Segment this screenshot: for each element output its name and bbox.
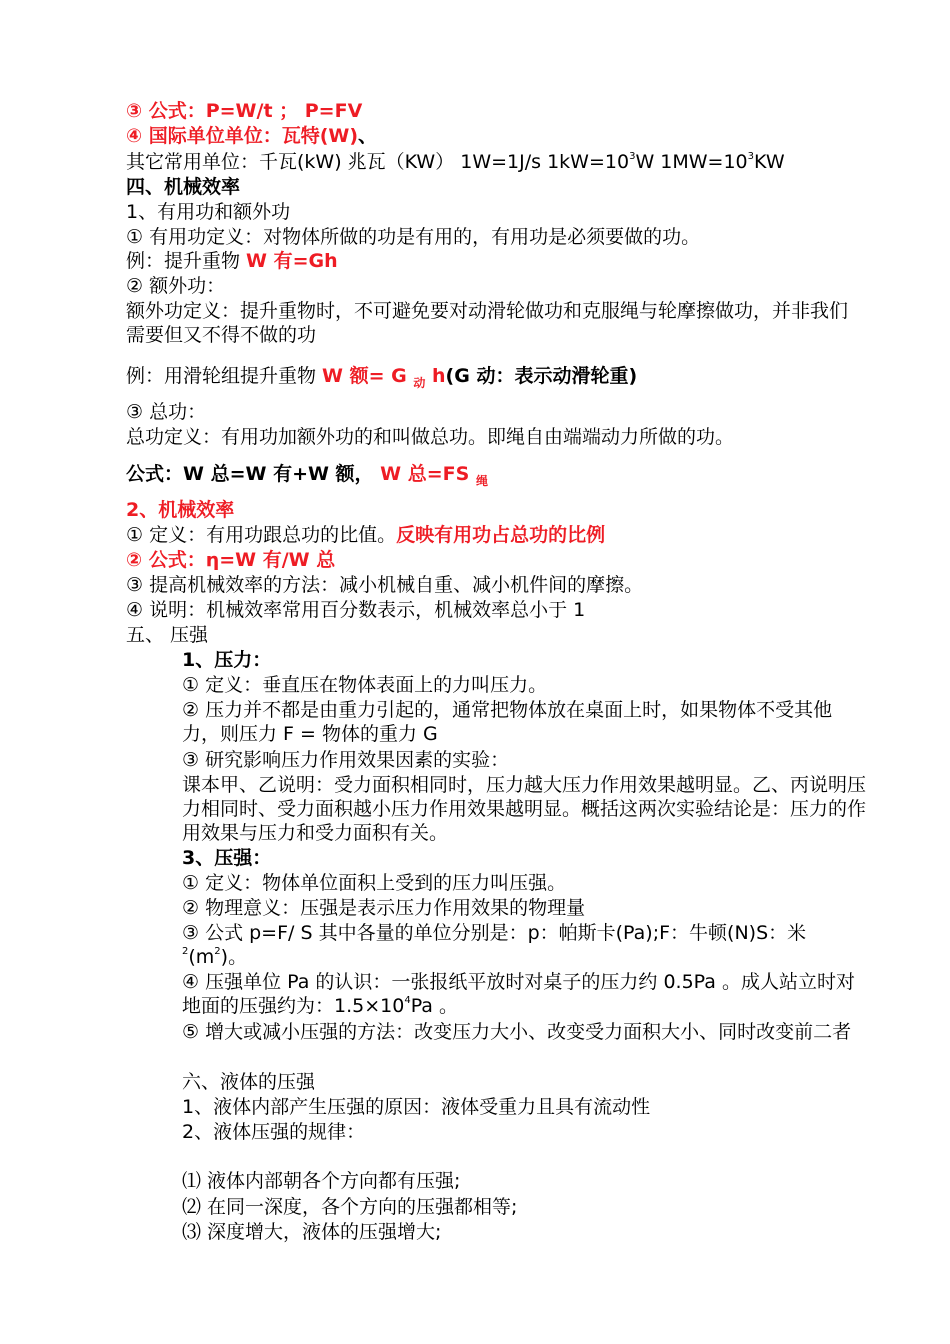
extra-work-definition: 额外功定义：提升重物时，不可避免要对动滑轮做功和克服绳与轮摩擦做功，并非我们需要但又不得不做的功 xyxy=(126,300,849,346)
efficiency-note: ④ 说明：机械效率常用百分数表示，机械效率总小于 1 xyxy=(126,599,586,621)
power-si-unit-line: ④ 国际单位单位：瓦特(W)、 xyxy=(126,125,378,147)
efficiency-formula: ② 公式：η=W 有/W 总 xyxy=(126,549,336,571)
pressure-experiment-heading: ③ 研究影响压力作用效果因素的实验： xyxy=(182,749,510,771)
extra-work-example: 例：用滑轮组提升重物 W 额= G $_动$ h(G 动：表示动滑轮重) xyxy=(126,365,638,390)
liquid-pressure-rule-1: ⑴ 液体内部朝各个方向都有压强; xyxy=(182,1170,461,1192)
subheading-pressure: 3、压强： xyxy=(182,847,272,869)
power-other-units-line: 其它常用单位：千瓦(kW) 兆瓦（KW） 1W=1J/s $1kW=10^3W$ $1MW=10^3KW$ xyxy=(126,150,785,173)
pressure-force-definition: ① 定义：垂直压在物体表面上的力叫压力。 xyxy=(182,674,548,696)
liquid-pressure-rule-3: ⑶ 深度增大，液体的压强增大; xyxy=(182,1221,442,1243)
pressure-force-note: ② 压力并不都是由重力引起的，通常把物体放在桌面上时，如果物体不受其他力，则压力 F = 物体的重力 G xyxy=(182,699,833,745)
section-heading-liquid-pressure: 六、液体的压强 xyxy=(182,1071,316,1093)
section-heading-pressure: 五、 压强 xyxy=(126,624,209,646)
efficiency-improvement: ③ 提高机械效率的方法：减小机械自重、减小机件间的摩擦。 xyxy=(126,574,644,596)
total-work-definition: 总功定义：有用功加额外功的和叫做总功。即绳自由端端动力所做的功。 xyxy=(126,426,735,448)
liquid-pressure-cause: 1、液体内部产生压强的原因：液体受重力且具有流动性 xyxy=(182,1096,651,1118)
extra-work-heading: ② 额外功： xyxy=(126,275,226,297)
pressure-change-methods: ⑤ 增大或减小压强的方法：改变压力大小、改变受力面积大小、同时改变前二者 xyxy=(182,1021,852,1043)
liquid-pressure-rules-heading: 2、液体压强的规律： xyxy=(182,1121,366,1143)
pressure-unit-intuition: ④ 压强单位 Pa 的认识：一张报纸平放时对桌子的压力约 0.5Pa 。成人站立时对地面的压强约为：$1.5\times 10^4Pa$ 。 xyxy=(182,971,855,1017)
pressure-experiment-text: 课本甲、乙说明：受力面积相同时，压力越大压力作用效果越明显。乙、丙说明压力相同时、受力面积越小压力作用效果越明显。概括这两次实验结论是：压力的作用效果与压力和受力面积有关。 xyxy=(182,774,867,844)
subheading-useful-extra-work: 1、有用功和额外功 xyxy=(126,201,291,223)
total-work-heading: ③ 总功： xyxy=(126,401,207,423)
pressure-formula: ③ 公式 p=F/ S 其中各量的单位分别是：p：帕斯卡(Pa);F：牛顿(N)S：米$^2(m^2)$。 xyxy=(182,922,807,968)
pressure-definition: ① 定义：物体单位面积上受到的压力叫压强。 xyxy=(182,872,567,894)
useful-work-definition: ① 有用功定义：对物体所做的功是有用的，有用功是必须要做的功。 xyxy=(126,226,701,248)
liquid-pressure-rule-2: ⑵ 在同一深度，各个方向的压强都相等; xyxy=(182,1196,518,1218)
useful-work-example: 例：提升重物 W 有=Gh xyxy=(126,250,338,272)
power-formula-line: ③ 公式：P=W/t ； P=FV xyxy=(126,100,363,122)
efficiency-definition: ① 定义：有用功跟总功的比值。反映有用功占总功的比例 xyxy=(126,524,606,546)
section-heading-mechanical-efficiency: 四、机械效率 xyxy=(126,176,241,198)
subheading-mechanical-efficiency: 2、机械效率 xyxy=(126,499,235,521)
total-work-formula: 公式：W 总=W 有+W 额， W 总=FS $_绳$ xyxy=(126,463,488,488)
pressure-physical-meaning: ② 物理意义：压强是表示压力作用效果的物理量 xyxy=(182,897,586,919)
subheading-pressure-force: 1、压力： xyxy=(182,649,272,671)
